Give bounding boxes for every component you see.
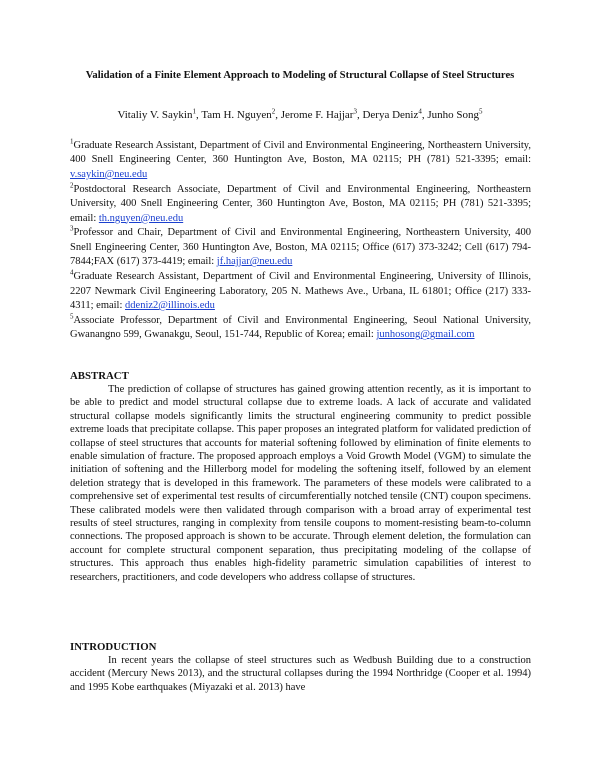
email-link[interactable]: th.nguyen@neu.edu	[98, 212, 184, 224]
email-link[interactable]: v.saykin@neu.edu	[70, 168, 148, 180]
introduction-body: In recent years the collapse of steel structures such as Wedbush Building due to a construction accident (Mercury News 2013), and the structural collapses during the 1994 Northridge (Cooper et al. 1994) and 1995 Kobe earthquakes (Miyazaki et al. 2013) have	[70, 655, 531, 693]
affiliation-5: $^5$Associate Professor, Department of Civil and Environmental Engineering, Seoul National University, Gwanangno 599, Gwanakgu, Seoul, 151-744, Republic of Korea; email: junhosong@gmail.com	[70, 312, 531, 341]
author-list: Vitaliy V. Saykin$^1$, Tam H. Nguyen$^2$, Jerome F. Hajjar$^3$, Derya Deniz$^4$, Junho Song$^5$	[117, 107, 483, 121]
affiliations	[70, 139, 531, 343]
author: Tam H. Nguyen$^2$	[201, 107, 276, 121]
affiliation-2: $^2$Postdoctoral Research Associate, Department of Civil and Environmental Engineering, Northeastern University, 400 Snell Engineering Center, 360 Huntington Ave, Boston, MA 02115; PH (781) 521-3395; email: th.nguyen@neu.edu	[70, 181, 531, 224]
author: Jerome F. Hajjar$^3$	[280, 107, 357, 121]
email-link[interactable]: junhosong@gmail.com	[376, 329, 475, 341]
author: Junho Song$^5$	[427, 107, 483, 121]
email-link[interactable]: jf.hajjar@neu.edu	[216, 256, 293, 268]
abstract-body: The prediction of collapse of structures has gained growing attention recently, as it is important to be able to predict and model structural collapse due to extreme loads. A lack of accurate and validated structural collapse models significantly limits the structural engineering community to predict possible extreme loads that precipitate collapse. This paper proposes an integrated platform for validated prediction of collapse of steel structures that accounts for material softening followed by elimination of finite elements to enable simulation of fracture. The proposed approach employs a Void Growth Model (VGM) to simulate the initiation of softening and the Hillerborg model for modeling the softening itself, followed by an element deletion strategy that is developed in this framework. The parameters of these models were calibrated to a comprehensive set of experimental test results of circumferentially notched tensile (CNT) coupon specimens. These calibrated models were then validated through comparison with a broad array of experimental test results of steel structures, ranging in complexity from tensile coupons to moment-resisting beam-to-column connections. The proposed approach is shown to be accurate. Through element deletion, the formulation can account for complete structural component separation, thus precipitating modeling of the collapse of structures. This approach thus enables high-fidelity parametric simulation capabilities of interest to researchers, practitioners, and code developers who address collapse of structures.	[70, 384, 531, 583]
affiliation-4: $^4$Graduate Research Assistant, Department of Civil and Environmental Engineering, University of Illinois, 2207 Newmark Civil Engineering Laboratory, 205 N. Mathews Ave., Urbana, IL 61801; Office (217) 333-4311; email: ddeniz2@illinois.edu	[70, 268, 531, 311]
abstract-heading: ABSTRACT	[70, 370, 129, 382]
author: Derya Deniz$^4$	[362, 107, 422, 121]
paper-title: Validation of a Finite Element Approach to Modeling of Structural Collapse of Steel Structures	[85, 70, 515, 81]
introduction-heading: INTRODUCTION	[70, 641, 157, 653]
affiliation-3: $^3$Professor and Chair, Department of Civil and Environmental Engineering, Northeastern University, 400 Snell Engineering Center, 360 Huntington Ave, Boston, MA 02115; Office (617) 373-3242; Cell (617) 794-7844;FAX (617) 373-4419; email: jf.hajjar@neu.edu	[70, 224, 531, 268]
author: Vitaliy V. Saykin$^1$	[117, 107, 196, 121]
affiliation-1: $^1$Graduate Research Assistant, Department of Civil and Environmental Engineering, Northeastern University, 400 Snell Engineering Center, 360 Huntington Ave, Boston, MA 02115; PH (781) 521-3395; email: v.saykin@neu.edu	[70, 137, 531, 180]
email-link[interactable]: ddeniz2@illinois.edu	[125, 299, 215, 311]
